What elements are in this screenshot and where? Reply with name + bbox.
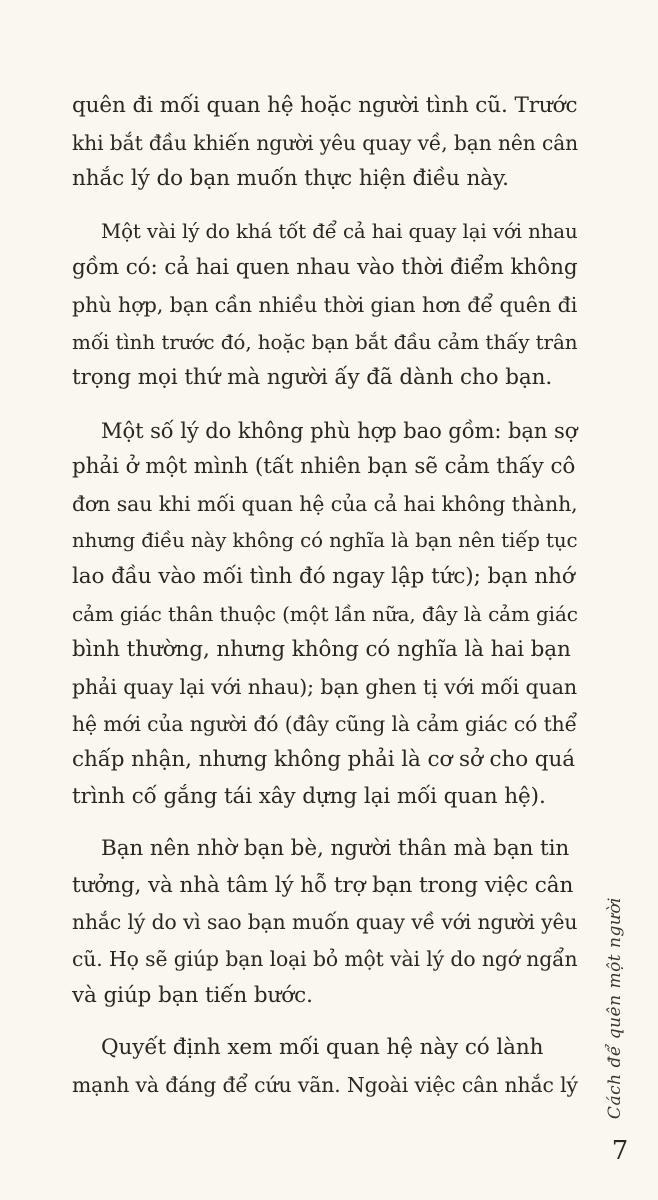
paragraph [72, 1030, 578, 1103]
text-line: trình cố gắng tái xây dựng lại mối quan hệ). [72, 783, 546, 809]
running-title [595, 888, 635, 1128]
text-line: chấp nhận, nhưng không phải là cơ sở cho quá [72, 747, 575, 773]
text-line: và giúp bạn tiến bước. [72, 982, 313, 1008]
text-line: phù hợp, bạn cần nhiều thời gian hơn để quên đi [72, 292, 578, 317]
paragraph [72, 88, 578, 198]
text-line: trọng mọi thứ mà người ấy đã dành cho bạn. [72, 365, 553, 391]
text-line: Bạn nên nhờ bạn bè, người thân mà bạn tin [101, 836, 570, 862]
running-title-text: Cách để quên một người [605, 896, 625, 1120]
paragraph [72, 831, 578, 1014]
text-line: mạnh và đáng để cứu vãn. Ngoài việc cân nhắc lý [72, 1072, 578, 1097]
body-text [72, 88, 578, 1119]
text-line: nhắc lý do vì sao bạn muốn quay về với người yêu [72, 910, 578, 935]
text-line: gồm có: cả hai quen nhau vào thời điểm không [72, 255, 578, 281]
text-line: khi bắt đầu khiến người yêu quay về, bạn nên cân [72, 130, 579, 155]
text-line: tưởng, và nhà tâm lý hỗ trợ bạn trong việc cân [72, 872, 574, 898]
text-line: lao đầu vào mối tình đó ngay lập tức); bạn nhớ [72, 564, 575, 590]
paragraph [72, 214, 578, 397]
text-line: quên đi mối quan hệ hoặc người tình cũ. Trước [72, 93, 578, 118]
text-line: cảm giác thân thuộc (một lần nữa, đây là cảm giác [72, 601, 578, 626]
text-line: Một số lý do không phù hợp bao gồm: bạn sợ [101, 417, 578, 443]
paragraph [72, 413, 578, 816]
text-line: bình thường, nhưng không có nghĩa là hai bạn [72, 637, 571, 663]
text-line: Một vài lý do khá tốt để cả hai quay lại với nhau [101, 219, 578, 243]
text-line: Quyết định xem mối quan hệ này có lành [101, 1035, 544, 1061]
text-line: mối tình trước đó, hoặc bạn bắt đầu cảm thấy trân [72, 329, 578, 354]
text-line: phải ở một mình (tất nhiên bạn sẽ cảm thấy cô [72, 454, 576, 480]
text-line: nhắc lý do bạn muốn thực hiện điều này. [72, 166, 509, 192]
text-line: cũ. Họ sẽ giúp bạn loại bỏ một vài lý do ngớ ngẩn [72, 947, 578, 972]
page-number: 7 [611, 1136, 629, 1166]
text-line: hệ mới của người đó (đây cũng là cảm giác có thể [72, 711, 577, 736]
text-line: nhưng điều này không có nghĩa là bạn nên tiếp tục [72, 528, 578, 552]
text-line: phải quay lại với nhau); bạn ghen tị với mối quan [72, 674, 577, 699]
text-line: đơn sau khi mối quan hệ của cả hai không thành, [72, 491, 578, 516]
